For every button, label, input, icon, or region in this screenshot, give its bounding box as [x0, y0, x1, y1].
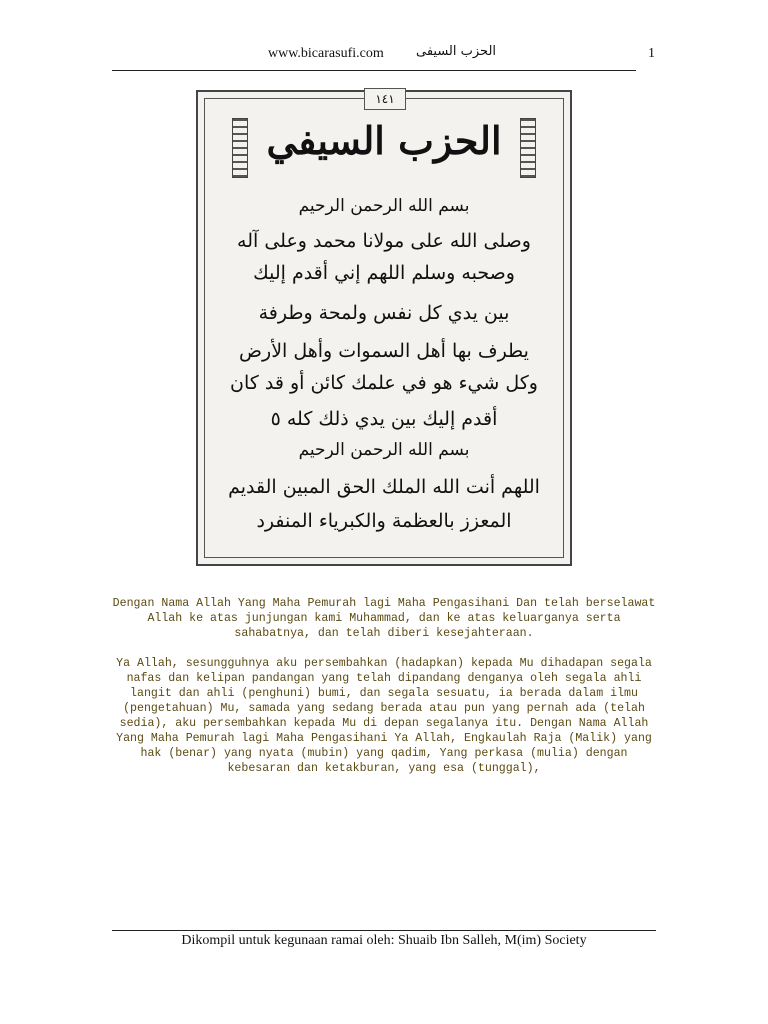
header-arabic-title: الحزب السيفى: [416, 44, 497, 59]
arabic-line: بين يدي كل نفس ولمحة وطرفة: [258, 302, 510, 324]
right-ornament-icon: [520, 118, 536, 178]
arabic-line: اللهم أنت الله الملك الحق المبين القديم: [228, 476, 540, 498]
page-header: [112, 44, 636, 71]
arabic-line: يطرف بها أهل السموات وأهل الأرض: [239, 340, 529, 362]
arabic-line: وصلى الله على مولانا محمد وعلى آله: [237, 230, 531, 252]
scan-page-number: ١٤١: [364, 88, 406, 110]
site-url[interactable]: www.bicarasufi.com: [268, 46, 384, 61]
arabic-line: بسم الله الرحمن الرحيم: [298, 440, 470, 460]
footer-credit: Dikompil untuk kegunaan ramai oleh: Shuaib Ibn Salleh, M(im) Society: [181, 933, 587, 948]
arabic-line: وكل شيء هو في علمك كائن أو قد كان: [230, 372, 538, 394]
page-number: 1: [648, 46, 655, 61]
scan-title: الحزب السيفي: [266, 118, 502, 163]
arabic-line: أقدم إليك بين يدي ذلك كله ٥: [270, 408, 498, 430]
footer-divider: [112, 930, 656, 931]
left-ornament-icon: [232, 118, 248, 178]
translation-paragraph-2: Ya Allah, sesungguhnya aku persembahkan (hadapkan) kepada Mu dihadapan segala nafas dan kelipan pandangan yang telah dipandang denganya oleh segala ahli langit dan ahli (penghuni) bumi, dan segala sesuatu, ia berada dalam ilmu (pengetahuan) Mu, samada yang sedang berada atau pun yang pernah ada (telah sedia), aku persembahkan kepada Mu di depan segalanya itu. Dengan Nama Allah Yang Maha Pemurah lagi Maha Pengasihani Ya Allah, Engkaulah Raja (Malik) yang hak (benar) yang nyata (mubin) yang qadim, Yang perkasa (mulia) dengan kebesaran dan ketakburan, yang esa (tunggal),: [116, 657, 652, 775]
arabic-line: وصحبه وسلم اللهم إني أقدم إليك: [253, 262, 515, 284]
scanned-arabic-page: [196, 90, 572, 566]
arabic-line: بسم الله الرحمن الرحيم: [298, 196, 470, 216]
arabic-line: المعزز بالعظمة والكبرياء المنفرد: [256, 510, 512, 532]
translation-paragraph-1: Dengan Nama Allah Yang Maha Pemurah lagi Maha Pengasihani Dan telah berselawat Allah ke atas junjungan kami Muhammad, dan ke atas keluarganya serta sahabatnya, dan telah diberi kesejahteraan.: [112, 597, 656, 640]
